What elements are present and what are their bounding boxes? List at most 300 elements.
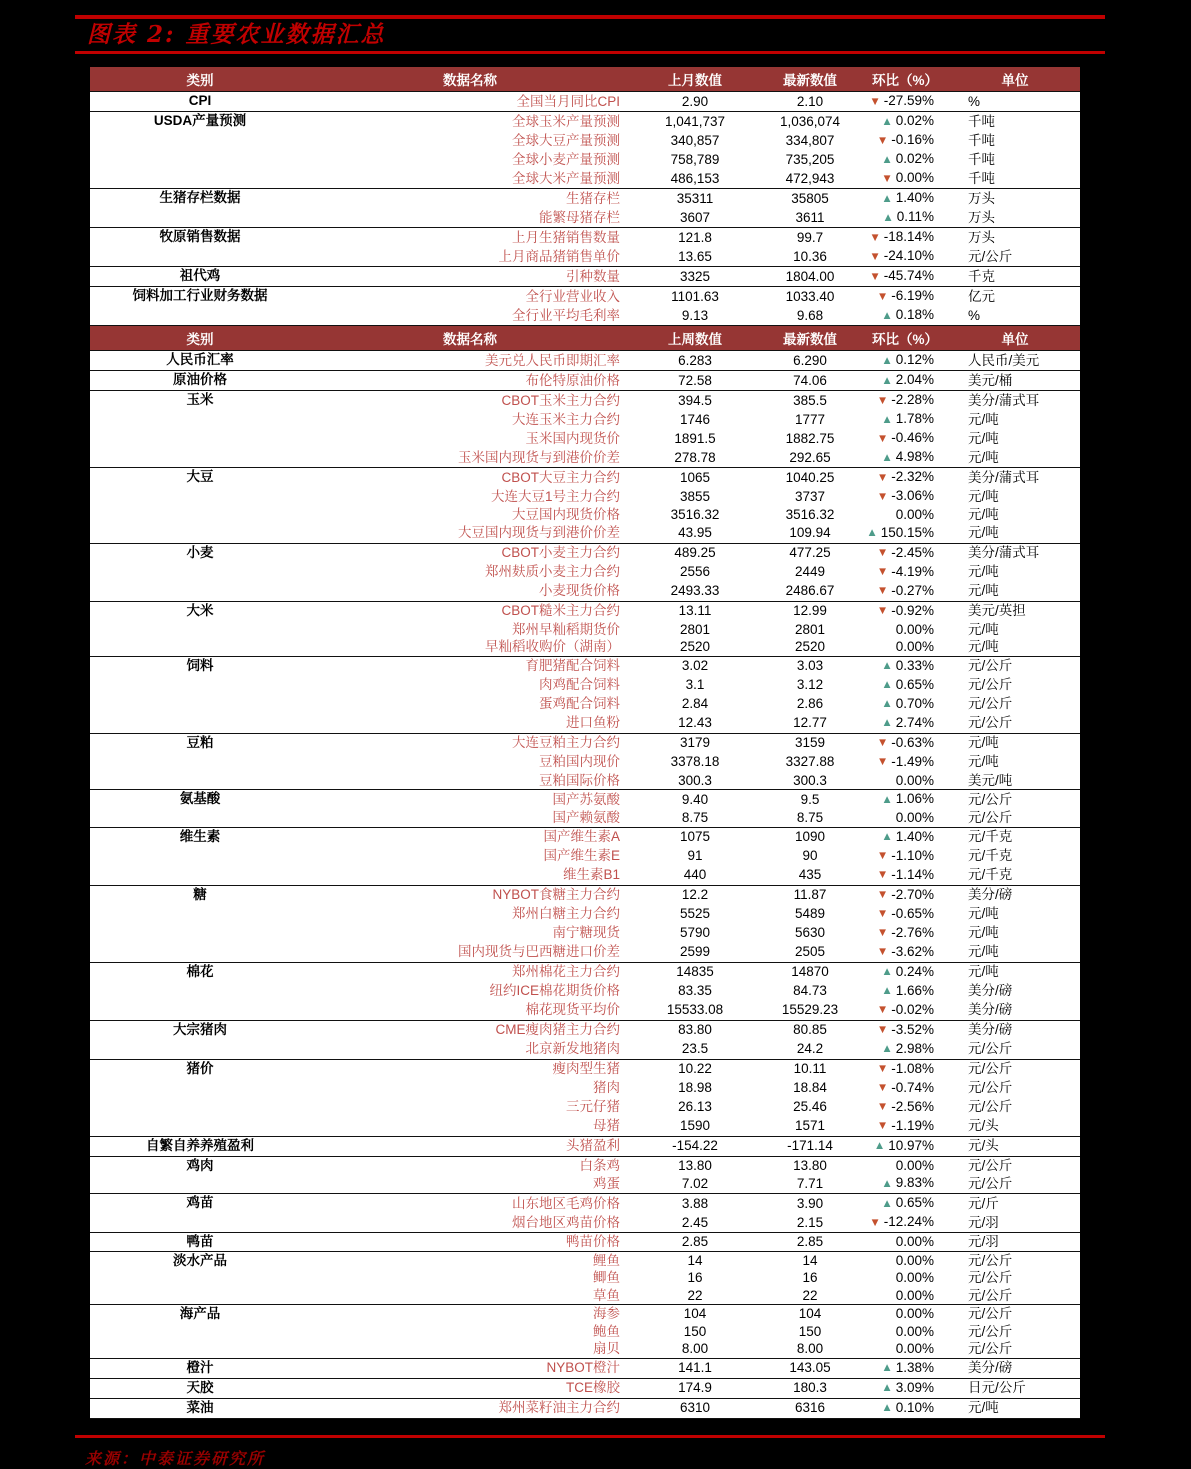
latest-value-cell: 10.36 (793, 248, 827, 264)
category-section (90, 656, 1080, 733)
change-value: -24.10% (883, 248, 934, 263)
change-value: 0.02% (895, 113, 934, 128)
column-header-4: 环比（%） (860, 67, 950, 92)
category-cell: 饲料 (186, 657, 214, 673)
category-cell: 橙汁 (186, 1359, 214, 1375)
unit-cell: 元/吨 (968, 411, 999, 427)
prev-value-cell: 22 (687, 1287, 703, 1303)
change-cell (860, 468, 950, 488)
change-cell (860, 1287, 950, 1305)
category-cell: 维生素 (179, 828, 221, 844)
up-arrow-icon: ▲ (873, 1140, 886, 1152)
change-cell (860, 943, 950, 963)
change-cell (860, 866, 950, 886)
prev-value-cell: 83.80 (678, 1022, 712, 1038)
down-arrow-icon: ▼ (869, 270, 881, 283)
latest-value-cell: 24.2 (796, 1041, 824, 1057)
data-name-cell: 白条鸡 (579, 1157, 620, 1173)
latest-value-cell: -171.14 (787, 1138, 833, 1154)
latest-value-cell: 10.11 (793, 1061, 827, 1077)
unit-cell: 元/千克 (968, 867, 1013, 883)
change-cell (860, 1020, 950, 1040)
change-cell (860, 847, 950, 866)
change-value: -1.08% (891, 1060, 934, 1076)
change-cell (860, 885, 950, 905)
up-arrow-icon: ▲ (881, 793, 893, 806)
latest-value-cell: 1777 (794, 411, 826, 427)
latest-value-cell: 143.05 (789, 1360, 831, 1376)
data-name-cell: 大豆国内现货价格 (512, 507, 620, 522)
change-cell (860, 1194, 950, 1214)
data-name-cell: 大连豆粕主力合约 (512, 735, 620, 751)
unit-cell: 元/公斤 (968, 1099, 1013, 1115)
column-header-5: 单位 (950, 67, 1080, 92)
weekly-header-row (90, 326, 1080, 351)
latest-value-cell: 2.10 (796, 93, 824, 109)
unit-cell: 元/头 (968, 1138, 999, 1154)
latest-value-cell: 3516.32 (785, 507, 835, 522)
data-name-cell: CBOT大豆主力合约 (501, 469, 620, 485)
column-header-0: 类别 (90, 326, 310, 351)
category-section (90, 351, 1080, 371)
down-arrow-icon: ▼ (869, 95, 881, 108)
data-name-cell: 郑州白糖主力合约 (512, 906, 620, 922)
prev-value-cell: 91 (687, 848, 703, 864)
latest-value-cell: 735,205 (785, 151, 835, 167)
category-section (90, 1305, 1080, 1359)
category-section (90, 885, 1080, 962)
prev-value-cell: 2520 (679, 639, 711, 654)
latest-value-cell: 6316 (794, 1400, 826, 1416)
data-name-cell: 鲍鱼 (593, 1323, 620, 1339)
table-row (90, 1251, 1080, 1269)
category-section (90, 1233, 1080, 1252)
category-cell: 小麦 (186, 544, 214, 560)
category-section (90, 228, 1080, 267)
change-value: 9.83% (895, 1175, 934, 1190)
category-cell: 鸭苗 (186, 1234, 214, 1249)
category-cell: 大米 (186, 602, 214, 618)
unit-cell: 元/吨 (968, 507, 999, 522)
data-table-container (90, 67, 1080, 1419)
category-cell: 大豆 (186, 469, 214, 484)
change-cell (860, 1251, 950, 1269)
data-name-cell: 全球大米产量预测 (512, 170, 620, 186)
data-name-cell: 蛋鸡配合饲料 (539, 696, 620, 712)
table-row (90, 962, 1080, 982)
latest-value-cell: 18.84 (793, 1080, 827, 1096)
unit-cell: 美元/英担 (968, 603, 1026, 619)
change-cell (860, 506, 950, 524)
unit-cell: 元/公斤 (968, 677, 1013, 693)
data-name-cell: 全球小麦产量预测 (512, 151, 620, 167)
up-arrow-icon: ▲ (881, 413, 893, 426)
change-value: 1.66% (895, 982, 934, 998)
latest-value-cell: 8.75 (796, 810, 824, 825)
change-cell (860, 1323, 950, 1341)
unit-cell: 千吨 (968, 170, 995, 186)
unit-cell: 元/吨 (968, 735, 999, 751)
prev-value-cell: 13.11 (678, 603, 712, 619)
change-value: 0.65% (895, 676, 934, 692)
latest-value-cell: 1090 (794, 829, 826, 845)
table-row (90, 1020, 1080, 1040)
unit-cell: 元/公斤 (968, 1252, 1013, 1268)
change-cell (860, 1117, 950, 1137)
change-value: 2.04% (895, 372, 934, 387)
change-cell (860, 487, 950, 506)
change-cell (860, 601, 950, 621)
category-section (90, 1398, 1080, 1418)
unit-cell: 元/公斤 (968, 1175, 1013, 1191)
latest-value-cell: 292.65 (789, 449, 831, 465)
change-cell (860, 621, 950, 639)
change-cell (860, 247, 950, 267)
column-header-2: 上月数值 (630, 67, 760, 92)
change-value: -2.76% (891, 924, 934, 940)
change-value: -12.24% (883, 1214, 934, 1229)
latest-value-cell: 3.03 (796, 658, 824, 674)
unit-cell: 元/公斤 (968, 1341, 1013, 1356)
change-value: -2.70% (891, 886, 934, 902)
prev-value-cell: 2.85 (681, 1234, 709, 1249)
change-cell (860, 1233, 950, 1252)
data-name-cell: 肉鸡配合饲料 (539, 677, 620, 693)
category-section (90, 962, 1080, 1020)
change-value: -1.10% (891, 847, 934, 863)
change-cell (860, 429, 950, 448)
change-cell (860, 714, 950, 734)
unit-cell: 美分/磅 (968, 983, 1013, 999)
down-arrow-icon: ▼ (876, 1004, 889, 1016)
prev-value-cell: 6310 (679, 1400, 711, 1416)
prev-value-cell: 3516.32 (670, 507, 720, 522)
data-name-cell: 三元仔猪 (566, 1099, 620, 1115)
prev-value-cell: 340,857 (670, 132, 720, 148)
change-value: 0.11% (896, 209, 934, 224)
category-cell: 豆粕 (186, 734, 214, 750)
change-cell (860, 1398, 950, 1418)
prev-value-cell: 5525 (679, 906, 711, 922)
change-value: -0.16% (891, 132, 934, 147)
change-cell (860, 208, 950, 228)
data-name-cell: 国产维生素E (543, 848, 620, 864)
table-row (90, 371, 1080, 391)
unit-cell: 元/吨 (968, 1400, 999, 1416)
change-value: 2.74% (895, 714, 934, 730)
change-cell (860, 543, 950, 563)
data-name-cell: 早籼稻收购价（湖南） (485, 639, 620, 654)
prev-value-cell: 141.1 (678, 1360, 712, 1376)
unit-cell: 元/千克 (968, 829, 1013, 845)
change-cell (860, 524, 950, 544)
unit-cell: 美元/吨 (968, 772, 1013, 788)
up-arrow-icon: ▲ (881, 192, 893, 205)
latest-value-cell: 385.5 (793, 392, 827, 408)
change-cell (860, 150, 950, 169)
unit-cell: 元/吨 (968, 488, 999, 504)
unit-cell: 元/羽 (968, 1214, 999, 1230)
down-arrow-icon: ▼ (876, 1120, 889, 1132)
category-section (90, 790, 1080, 828)
prev-value-cell: 2493.33 (670, 583, 720, 599)
latest-value-cell: 90 (802, 848, 818, 864)
category-cell: CPI (188, 93, 212, 108)
unit-cell: 人民币/美元 (968, 352, 1040, 368)
data-name-cell: 扇贝 (593, 1341, 620, 1356)
unit-cell: 元/吨 (968, 525, 999, 541)
change-cell (860, 924, 950, 943)
change-value: 3.09% (895, 1379, 934, 1395)
change-cell (860, 228, 950, 248)
table-row (90, 391, 1080, 411)
latest-value-cell: 12.77 (793, 715, 827, 731)
source-note: 来源：中泰证券研究所 (85, 1448, 266, 1468)
prev-value-cell: 10.22 (678, 1061, 712, 1077)
up-arrow-icon: ▲ (866, 527, 878, 539)
change-cell (860, 1040, 950, 1060)
data-name-cell: 头猪盈利 (566, 1138, 620, 1154)
prev-value-cell: 2599 (679, 944, 711, 960)
data-name-cell: 鲫鱼 (593, 1270, 620, 1285)
latest-value-cell: 25.46 (793, 1099, 827, 1115)
data-name-cell: 豆粕国内现价 (539, 754, 620, 770)
category-cell: 鸡肉 (186, 1157, 214, 1173)
data-name-cell: 郑州麸质小麦主力合约 (485, 564, 620, 580)
change-cell (860, 1213, 950, 1233)
table-row (90, 92, 1080, 112)
prev-value-cell: 121.8 (678, 229, 712, 245)
up-arrow-icon: ▲ (881, 451, 893, 464)
change-value: 0.00% (895, 1270, 934, 1285)
unit-cell: 元/公斤 (968, 1080, 1013, 1096)
unit-cell: 千吨 (968, 151, 995, 167)
up-arrow-icon: ▲ (881, 1043, 893, 1055)
table-row (90, 601, 1080, 621)
latest-value-cell: 2505 (794, 944, 826, 960)
latest-value-cell: 2.15 (796, 1214, 824, 1230)
unit-cell: 元/吨 (968, 906, 999, 922)
change-cell (860, 351, 950, 371)
latest-value-cell: 3159 (794, 735, 826, 751)
unit-cell: 日元/公斤 (968, 1380, 1026, 1396)
table-row (90, 790, 1080, 810)
latest-value-cell: 8.00 (796, 1341, 824, 1356)
change-value: 0.18% (895, 307, 934, 322)
change-cell (860, 189, 950, 209)
table-row (90, 543, 1080, 563)
prev-value-cell: 150 (683, 1323, 707, 1339)
down-arrow-icon: ▼ (876, 605, 889, 617)
change-cell (860, 809, 950, 827)
change-value: -2.28% (891, 392, 934, 407)
unit-cell: % (968, 93, 981, 109)
prev-value-cell: -154.22 (672, 1138, 718, 1154)
prev-value-cell: 1,041,737 (664, 113, 726, 129)
category-section (90, 112, 1080, 189)
unit-cell: 元/公斤 (968, 248, 1013, 264)
prev-value-cell: 3378.18 (670, 754, 720, 770)
category-section (90, 1194, 1080, 1233)
up-arrow-icon: ▲ (881, 153, 893, 166)
change-cell (860, 448, 950, 468)
data-name-cell: 瘦肉型生猪 (552, 1061, 620, 1077)
data-name-cell: NYBOT橙汁 (546, 1360, 620, 1376)
latest-value-cell: 7.71 (796, 1175, 824, 1191)
change-cell (860, 1269, 950, 1287)
data-name-cell: 玉米国内现货价 (525, 430, 620, 446)
down-arrow-icon: ▼ (876, 756, 889, 768)
latest-value-cell: 2801 (794, 621, 826, 637)
table-row (90, 656, 1080, 676)
prev-value-cell: 23.5 (681, 1041, 709, 1057)
prev-value-cell: 3.1 (685, 677, 705, 693)
unit-cell: % (968, 307, 981, 323)
data-name-cell: TCE橡胶 (566, 1380, 620, 1396)
up-arrow-icon: ▲ (881, 831, 893, 843)
unit-cell: 元/吨 (968, 964, 999, 980)
unit-cell: 元/吨 (968, 754, 999, 770)
change-cell (860, 753, 950, 772)
latest-value-cell: 3.12 (796, 677, 824, 693)
change-value: 0.00% (895, 1323, 934, 1339)
table-row (90, 733, 1080, 753)
up-arrow-icon: ▲ (882, 211, 894, 224)
prev-value-cell: 489.25 (674, 545, 716, 561)
data-name-cell: 南宁糖现货 (552, 925, 620, 941)
unit-cell: 元/公斤 (968, 1157, 1013, 1173)
unit-cell: 元/公斤 (968, 658, 1013, 674)
table-row (90, 1378, 1080, 1398)
category-cell: 饲料加工行业财务数据 (132, 288, 268, 303)
up-arrow-icon: ▲ (881, 698, 893, 710)
down-arrow-icon: ▼ (876, 547, 889, 559)
down-arrow-icon: ▼ (876, 394, 889, 407)
change-value: 0.00% (895, 621, 934, 637)
prev-value-cell: 1891.5 (674, 430, 716, 446)
change-value: -0.74% (891, 1079, 934, 1095)
unit-cell: 元/公斤 (968, 1287, 1013, 1303)
down-arrow-icon: ▼ (876, 850, 889, 862)
unit-cell: 元/吨 (968, 621, 999, 637)
down-arrow-icon: ▼ (876, 1024, 889, 1036)
down-arrow-icon: ▼ (869, 1216, 881, 1229)
unit-cell: 元/吨 (968, 430, 999, 446)
prev-value-cell: 3179 (679, 735, 711, 751)
down-arrow-icon: ▼ (876, 869, 889, 881)
table-row (90, 468, 1080, 488)
change-value: -27.59% (883, 93, 934, 108)
down-arrow-icon: ▼ (876, 889, 889, 901)
category-section (90, 468, 1080, 544)
unit-cell: 元/吨 (968, 564, 999, 580)
latest-value-cell: 74.06 (793, 372, 827, 388)
change-value: 0.00% (895, 1287, 934, 1303)
data-name-cell: 纽约ICE棉花期货价格 (489, 983, 620, 999)
category-cell: USDA产量预测 (153, 113, 247, 128)
data-name-cell: CBOT糙米主力合约 (501, 603, 620, 619)
change-value: 0.70% (895, 695, 934, 711)
monthly-data-table (90, 67, 1080, 326)
data-name-cell: 大连大豆1号主力合约 (490, 488, 620, 504)
data-name-cell: 国内现货与巴西糖进口价差 (458, 944, 620, 960)
change-value: -6.19% (891, 288, 934, 303)
latest-value-cell: 1882.75 (785, 430, 835, 446)
down-arrow-icon: ▼ (876, 432, 889, 445)
unit-cell: 美分/磅 (968, 1360, 1013, 1376)
change-cell (860, 1079, 950, 1098)
unit-cell: 美分/蒲式耳 (968, 545, 1040, 561)
latest-value-cell: 15529.23 (781, 1002, 839, 1018)
change-value: -3.52% (891, 1021, 934, 1037)
prev-value-cell: 1746 (679, 411, 711, 427)
data-name-cell: 育肥猪配合饲料 (525, 658, 620, 674)
change-cell (860, 287, 950, 307)
latest-value-cell: 6.290 (793, 352, 827, 368)
monthly-header-row (90, 67, 1080, 92)
change-value: -1.19% (891, 1117, 934, 1133)
data-name-cell: 全行业营业收入 (525, 288, 620, 304)
change-cell (860, 1059, 950, 1079)
category-cell: 自繁自养养殖盈利 (146, 1137, 254, 1153)
latest-value-cell: 1033.40 (785, 288, 835, 304)
unit-cell: 元/公斤 (968, 791, 1013, 807)
unit-cell: 美元/桶 (968, 372, 1013, 388)
change-cell (860, 1001, 950, 1021)
data-name-cell: 维生素B1 (562, 867, 620, 883)
change-value: 0.00% (895, 1252, 934, 1268)
change-value: -45.74% (883, 268, 934, 283)
change-value: -2.56% (891, 1098, 934, 1114)
data-name-cell: CME瘦肉猪主力合约 (495, 1022, 620, 1038)
change-cell (860, 306, 950, 326)
latest-value-cell: 9.5 (800, 791, 820, 807)
tables-area (90, 67, 1080, 1419)
change-value: 0.33% (895, 657, 934, 673)
category-cell: 鸡苗 (186, 1195, 214, 1210)
up-arrow-icon: ▲ (881, 966, 893, 978)
prev-value-cell: 12.2 (681, 887, 709, 903)
column-header-3: 最新数值 (760, 67, 860, 92)
category-cell: 菜油 (186, 1399, 214, 1415)
table-row (90, 1156, 1080, 1174)
latest-value-cell: 84.73 (793, 983, 827, 999)
prev-value-cell: 8.75 (681, 810, 709, 825)
data-name-cell: 美元兑人民币即期汇率 (485, 352, 620, 368)
column-header-0: 类别 (90, 67, 310, 92)
prev-value-cell: 1075 (679, 829, 711, 845)
latest-value-cell: 13.80 (793, 1157, 827, 1173)
data-name-cell: 猪肉 (593, 1080, 620, 1096)
change-value: -2.32% (891, 469, 934, 484)
title-bottom-rule (75, 51, 1105, 54)
prev-value-cell: 104 (683, 1306, 707, 1321)
change-value: 0.00% (895, 639, 934, 654)
change-value: 0.00% (895, 507, 934, 522)
up-arrow-icon: ▲ (881, 679, 893, 691)
unit-cell: 千吨 (968, 113, 995, 129)
prev-value-cell: 72.58 (678, 372, 712, 388)
down-arrow-icon: ▼ (876, 471, 889, 484)
up-arrow-icon: ▲ (881, 1177, 893, 1190)
data-name-cell: 烟台地区鸡苗价格 (512, 1214, 620, 1230)
change-cell (860, 638, 950, 656)
category-cell: 天胶 (186, 1379, 214, 1395)
change-value: 1.38% (895, 1359, 934, 1375)
unit-cell: 元/吨 (968, 639, 999, 654)
unit-cell: 元/公斤 (968, 1306, 1013, 1321)
column-header-5: 单位 (950, 326, 1080, 351)
